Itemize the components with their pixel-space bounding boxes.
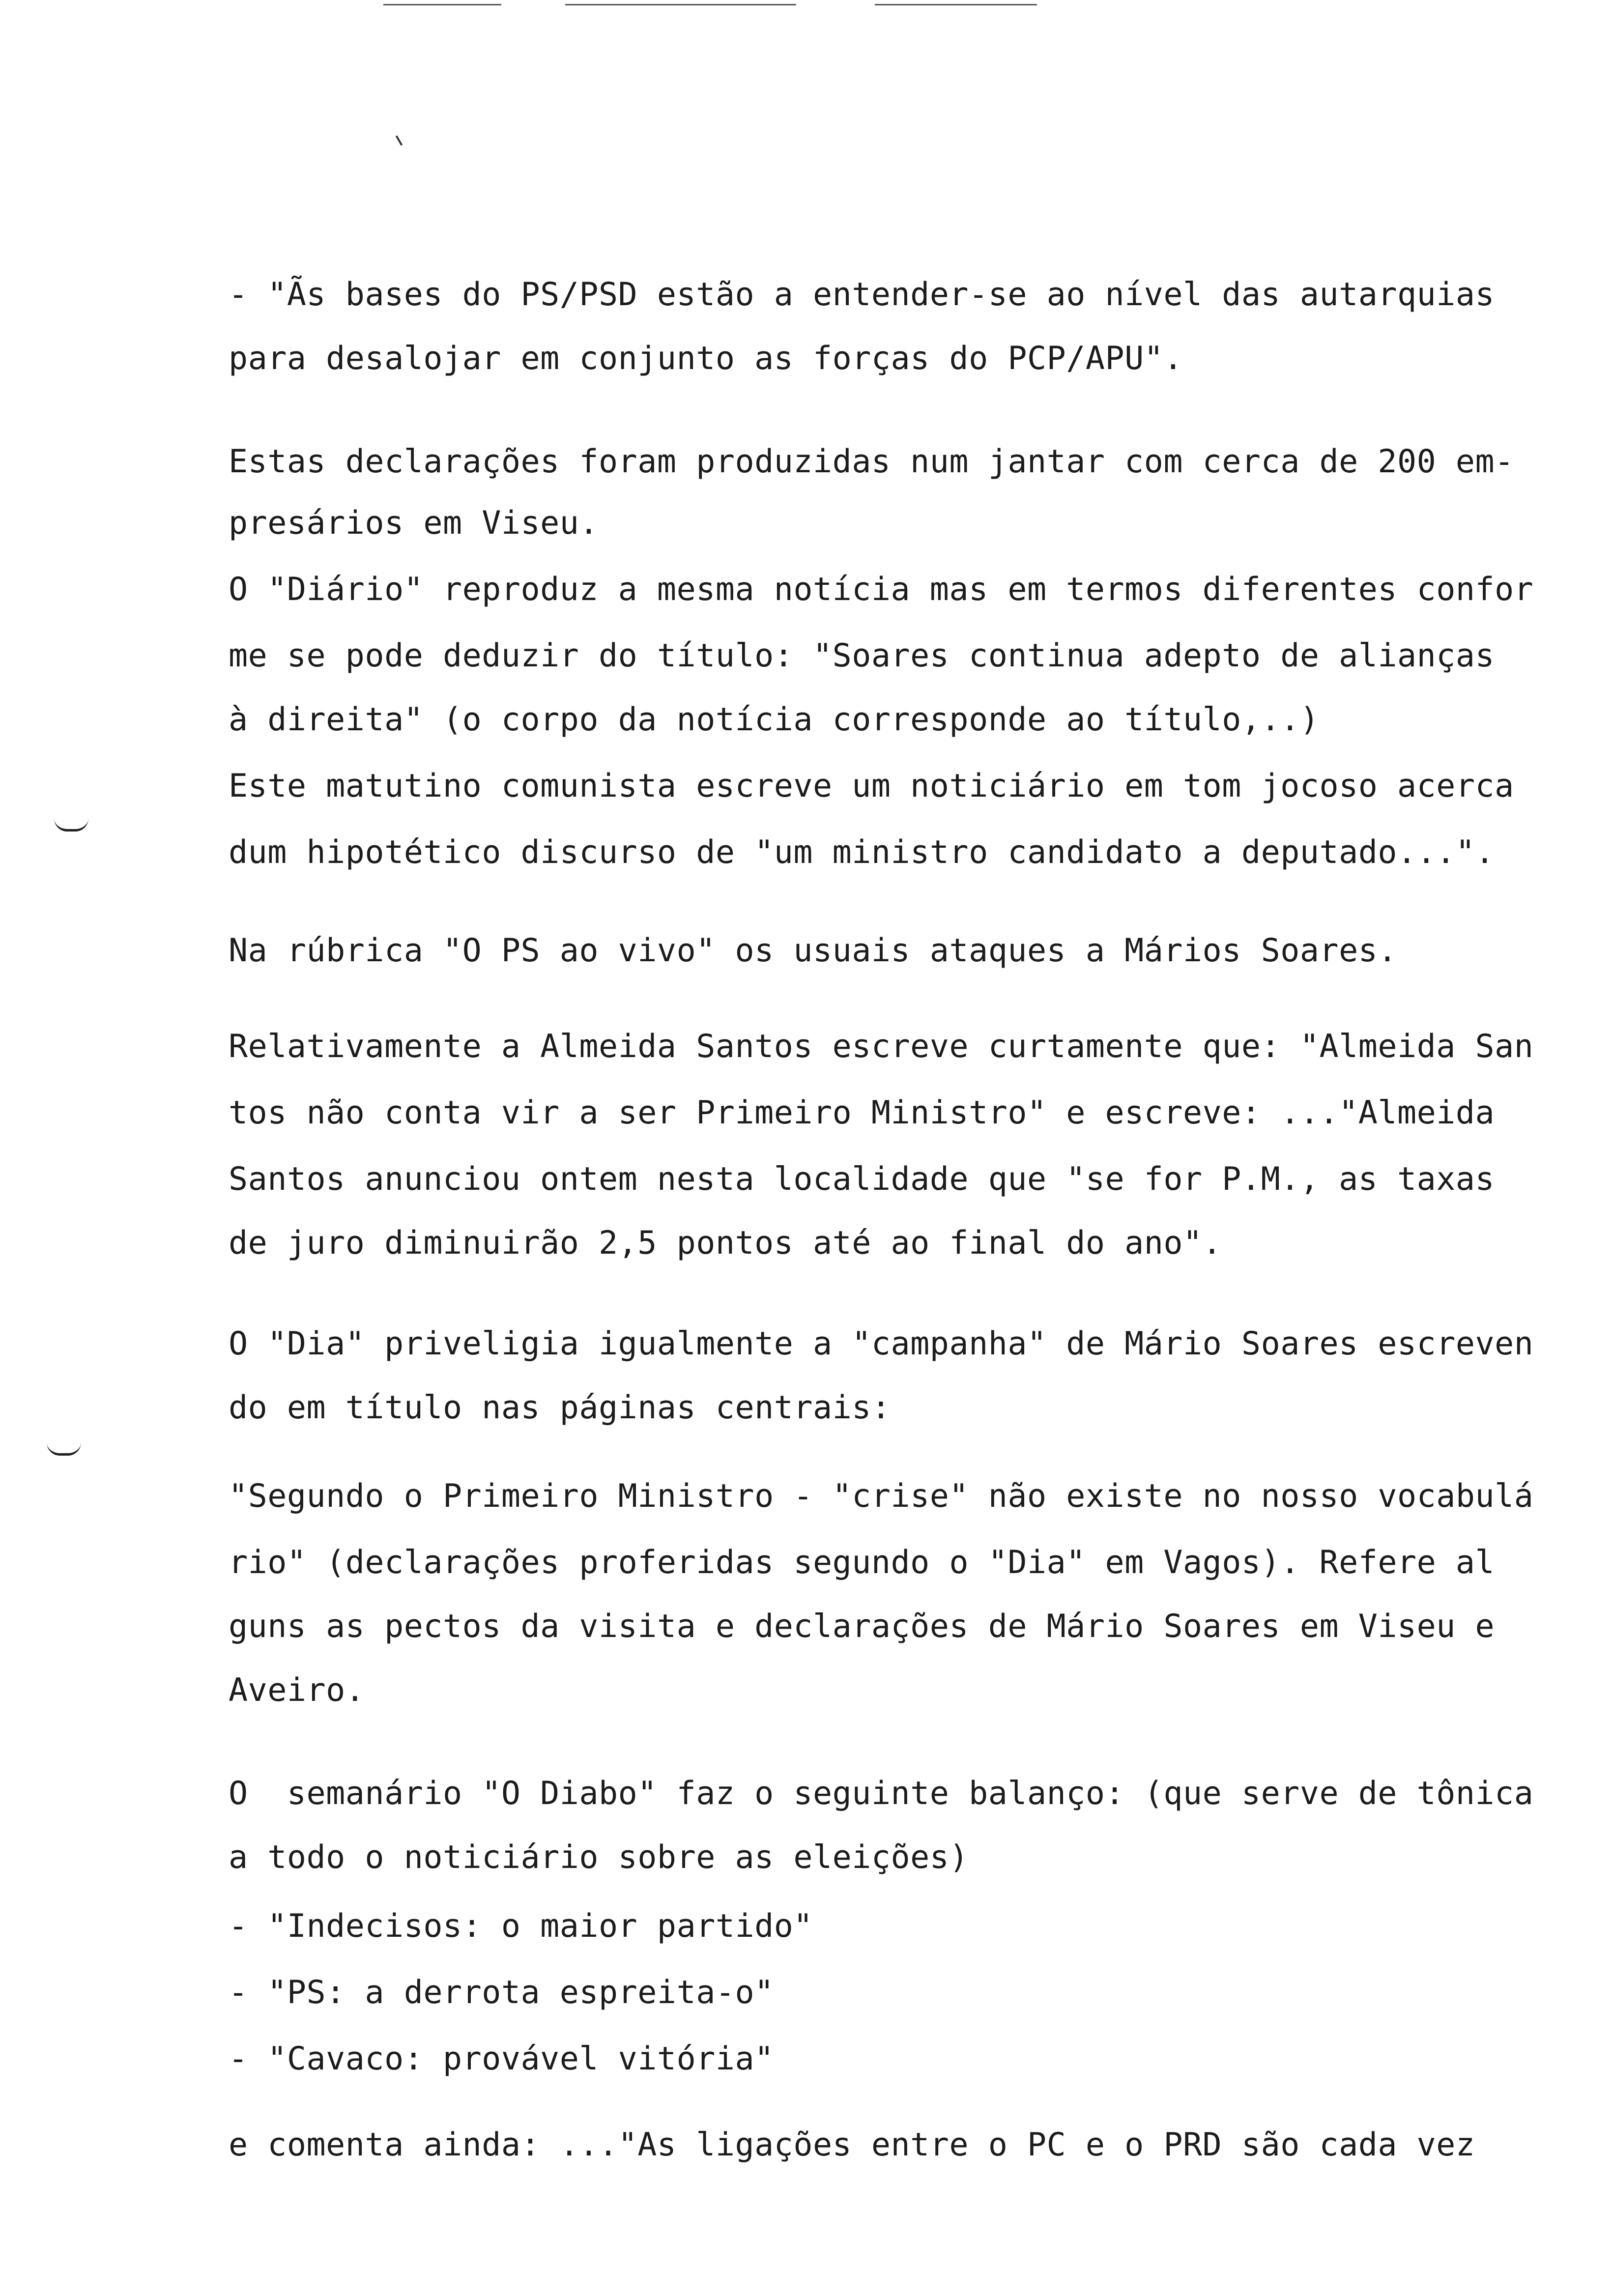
text-line: guns as pectos da visita e declarações de Mário Soares em Viseu e bbox=[229, 1608, 1495, 1645]
text-line: me se pode deduzir do título: "Soares continua adepto de alianças bbox=[229, 637, 1495, 674]
text-line: Aveiro. bbox=[229, 1672, 365, 1709]
text-line: Estas declarações foram produzidas num jantar com cerca de 200 em- bbox=[229, 443, 1514, 480]
text-line: "Segundo o Primeiro Ministro - "crise" não existe no nosso vocabulá bbox=[229, 1478, 1534, 1515]
text-line: de juro diminuirão 2,5 pontos até ao final do ano". bbox=[229, 1225, 1222, 1262]
text-line: O semanário "O Diabo" faz o seguinte balanço: (que serve de tônica bbox=[229, 1775, 1534, 1812]
text-line: e comenta ainda: ..."As ligações entre o PC e o PRD são cada vez bbox=[229, 2126, 1475, 2163]
text-line: Na rúbrica "O PS ao vivo" os usuais ataques a Mários Soares. bbox=[229, 932, 1397, 969]
text-line: à direita" (o corpo da notícia corresponde ao título,..) bbox=[229, 701, 1320, 738]
text-line: - "Cavaco: provável vitória" bbox=[229, 2040, 774, 2077]
text-line: O "Dia" priveligia igualmente a "campanha" de Mário Soares escreven bbox=[229, 1325, 1534, 1362]
text-line: rio" (declarações proferidas segundo o "Dia" em Vagos). Refere al bbox=[229, 1544, 1495, 1581]
margin-mark bbox=[54, 818, 88, 832]
text-line: - "Indecisos: o maior partido" bbox=[229, 1908, 813, 1945]
top-rule-right bbox=[875, 4, 1037, 5]
text-line: Este matutino comunista escreve um noticiário em tom jocoso acerca bbox=[229, 768, 1514, 804]
text-line: O "Diário" reproduz a mesma notícia mas em termos diferentes confor bbox=[229, 571, 1534, 608]
stray-tick-mark bbox=[396, 135, 403, 145]
text-line: Relativamente a Almeida Santos escreve curtamente que: "Almeida San bbox=[229, 1028, 1534, 1065]
text-line: Santos anunciou ontem nesta localidade que "se for P.M., as taxas bbox=[229, 1161, 1495, 1198]
text-line: a todo o noticiário sobre as eleições) bbox=[229, 1839, 969, 1876]
text-line: dum hipotético discurso de "um ministro candidato a deputado...". bbox=[229, 834, 1495, 871]
text-line: - "Ãs bases do PS/PSD estão a entender-se ao nível das autarquias bbox=[229, 276, 1495, 313]
text-line: - "PS: a derrota espreita-o" bbox=[229, 1974, 774, 2011]
top-rule-left bbox=[383, 4, 501, 5]
text-line: tos não conta vir a ser Primeiro Ministro" e escreve: ..."Almeida bbox=[229, 1094, 1495, 1131]
text-line: do em título nas páginas centrais: bbox=[229, 1389, 891, 1426]
top-rule-center bbox=[565, 4, 796, 5]
text-line: presários em Viseu. bbox=[229, 505, 599, 542]
margin-mark bbox=[47, 1442, 81, 1456]
text-line: para desalojar em conjunto as forças do PCP/APU". bbox=[229, 340, 1183, 377]
